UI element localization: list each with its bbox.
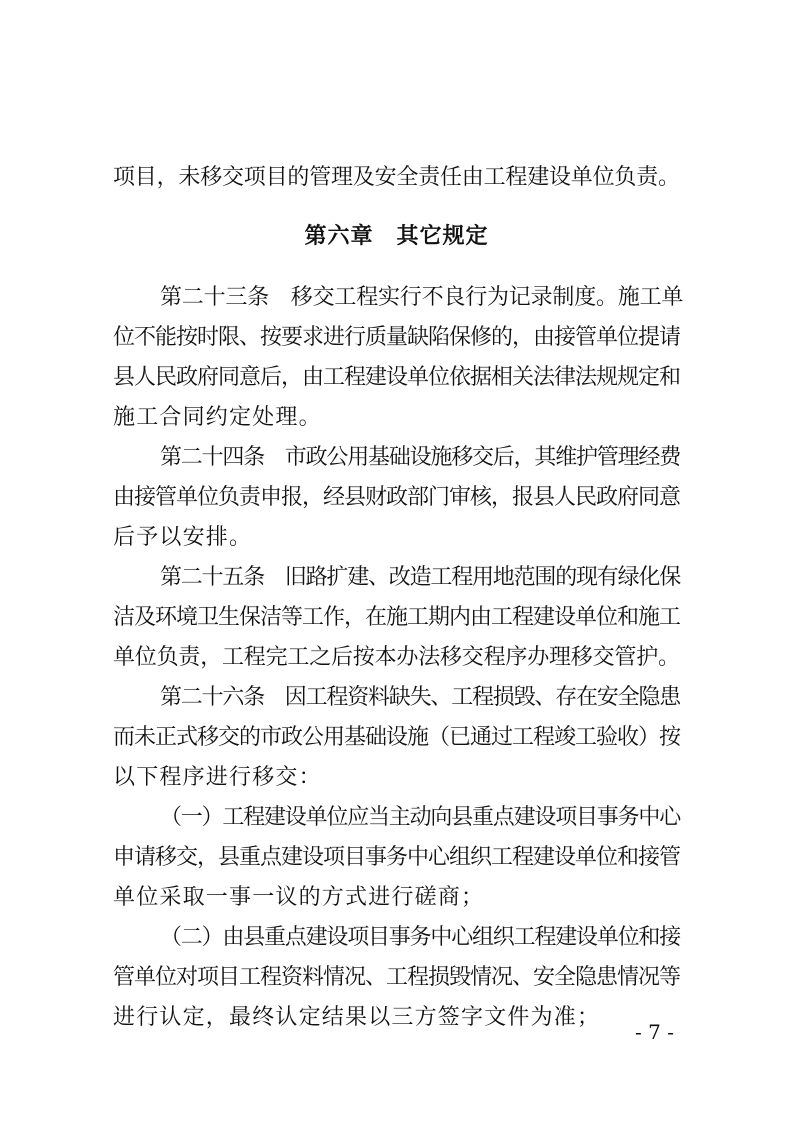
paragraph-line: 以下程序进行移交： [113, 765, 322, 790]
paragraph-line: 由接管单位负责申报，经县财政部门审核，报县人民政府同意 [113, 485, 681, 510]
paragraph-line: 后予以安排。 [113, 525, 253, 550]
paragraph-line: 单位负责，工程完工之后按本办法移交程序办理移交管护。 [113, 645, 680, 670]
chapter-heading: 第六章 其它规定 [304, 224, 489, 249]
paragraph-line: （一）工程建设单位应当主动向县重点建设项目事务中心 [160, 805, 681, 830]
paragraph-line: 管单位对项目工程资料情况、工程损毁情况、安全隐患情况等 [113, 965, 681, 990]
paragraph-line: （二）由县重点建设项目事务中心组织工程建设单位和接 [160, 925, 681, 950]
paragraph-line: 进行认定，最终认定结果以三方签字文件为准； [113, 1005, 601, 1030]
paragraph-line: 单位采取一事一议的方式进行磋商； [113, 885, 485, 910]
paragraph-line: 而未正式移交的市政公用基础设施（已通过工程竣工验收）按 [113, 725, 681, 750]
paragraph-line: 县人民政府同意后，由工程建设单位依据相关法律法规规定和 [113, 365, 681, 390]
paragraph-line: 第二十六条 因工程资料缺失、工程损毁、存在安全隐患 [160, 685, 681, 710]
paragraph-line: 第二十三条 移交工程实行不良行为记录制度。施工单 [160, 285, 684, 310]
paragraph-line: 施工合同约定处理。 [113, 405, 322, 430]
paragraph-line: 洁及环境卫生保洁等工作，在施工期内由工程建设单位和施工 [113, 605, 681, 630]
paragraph-line: 第二十五条 旧路扩建、改造工程用地范围的现有绿化保 [160, 565, 681, 590]
paragraph-line: 申请移交，县重点建设项目事务中心组织工程建设单位和接管 [113, 845, 681, 870]
paragraph-line: 第二十四条 市政公用基础设施移交后，其维护管理经费 [160, 445, 681, 470]
paragraph-line: 位不能按时限、按要求进行质量缺陷保修的，由接管单位提请 [113, 325, 681, 350]
page-number: - 7 - [635, 1020, 674, 1044]
opening-line: 项目，未移交项目的管理及安全责任由工程建设单位负责。 [113, 165, 680, 190]
